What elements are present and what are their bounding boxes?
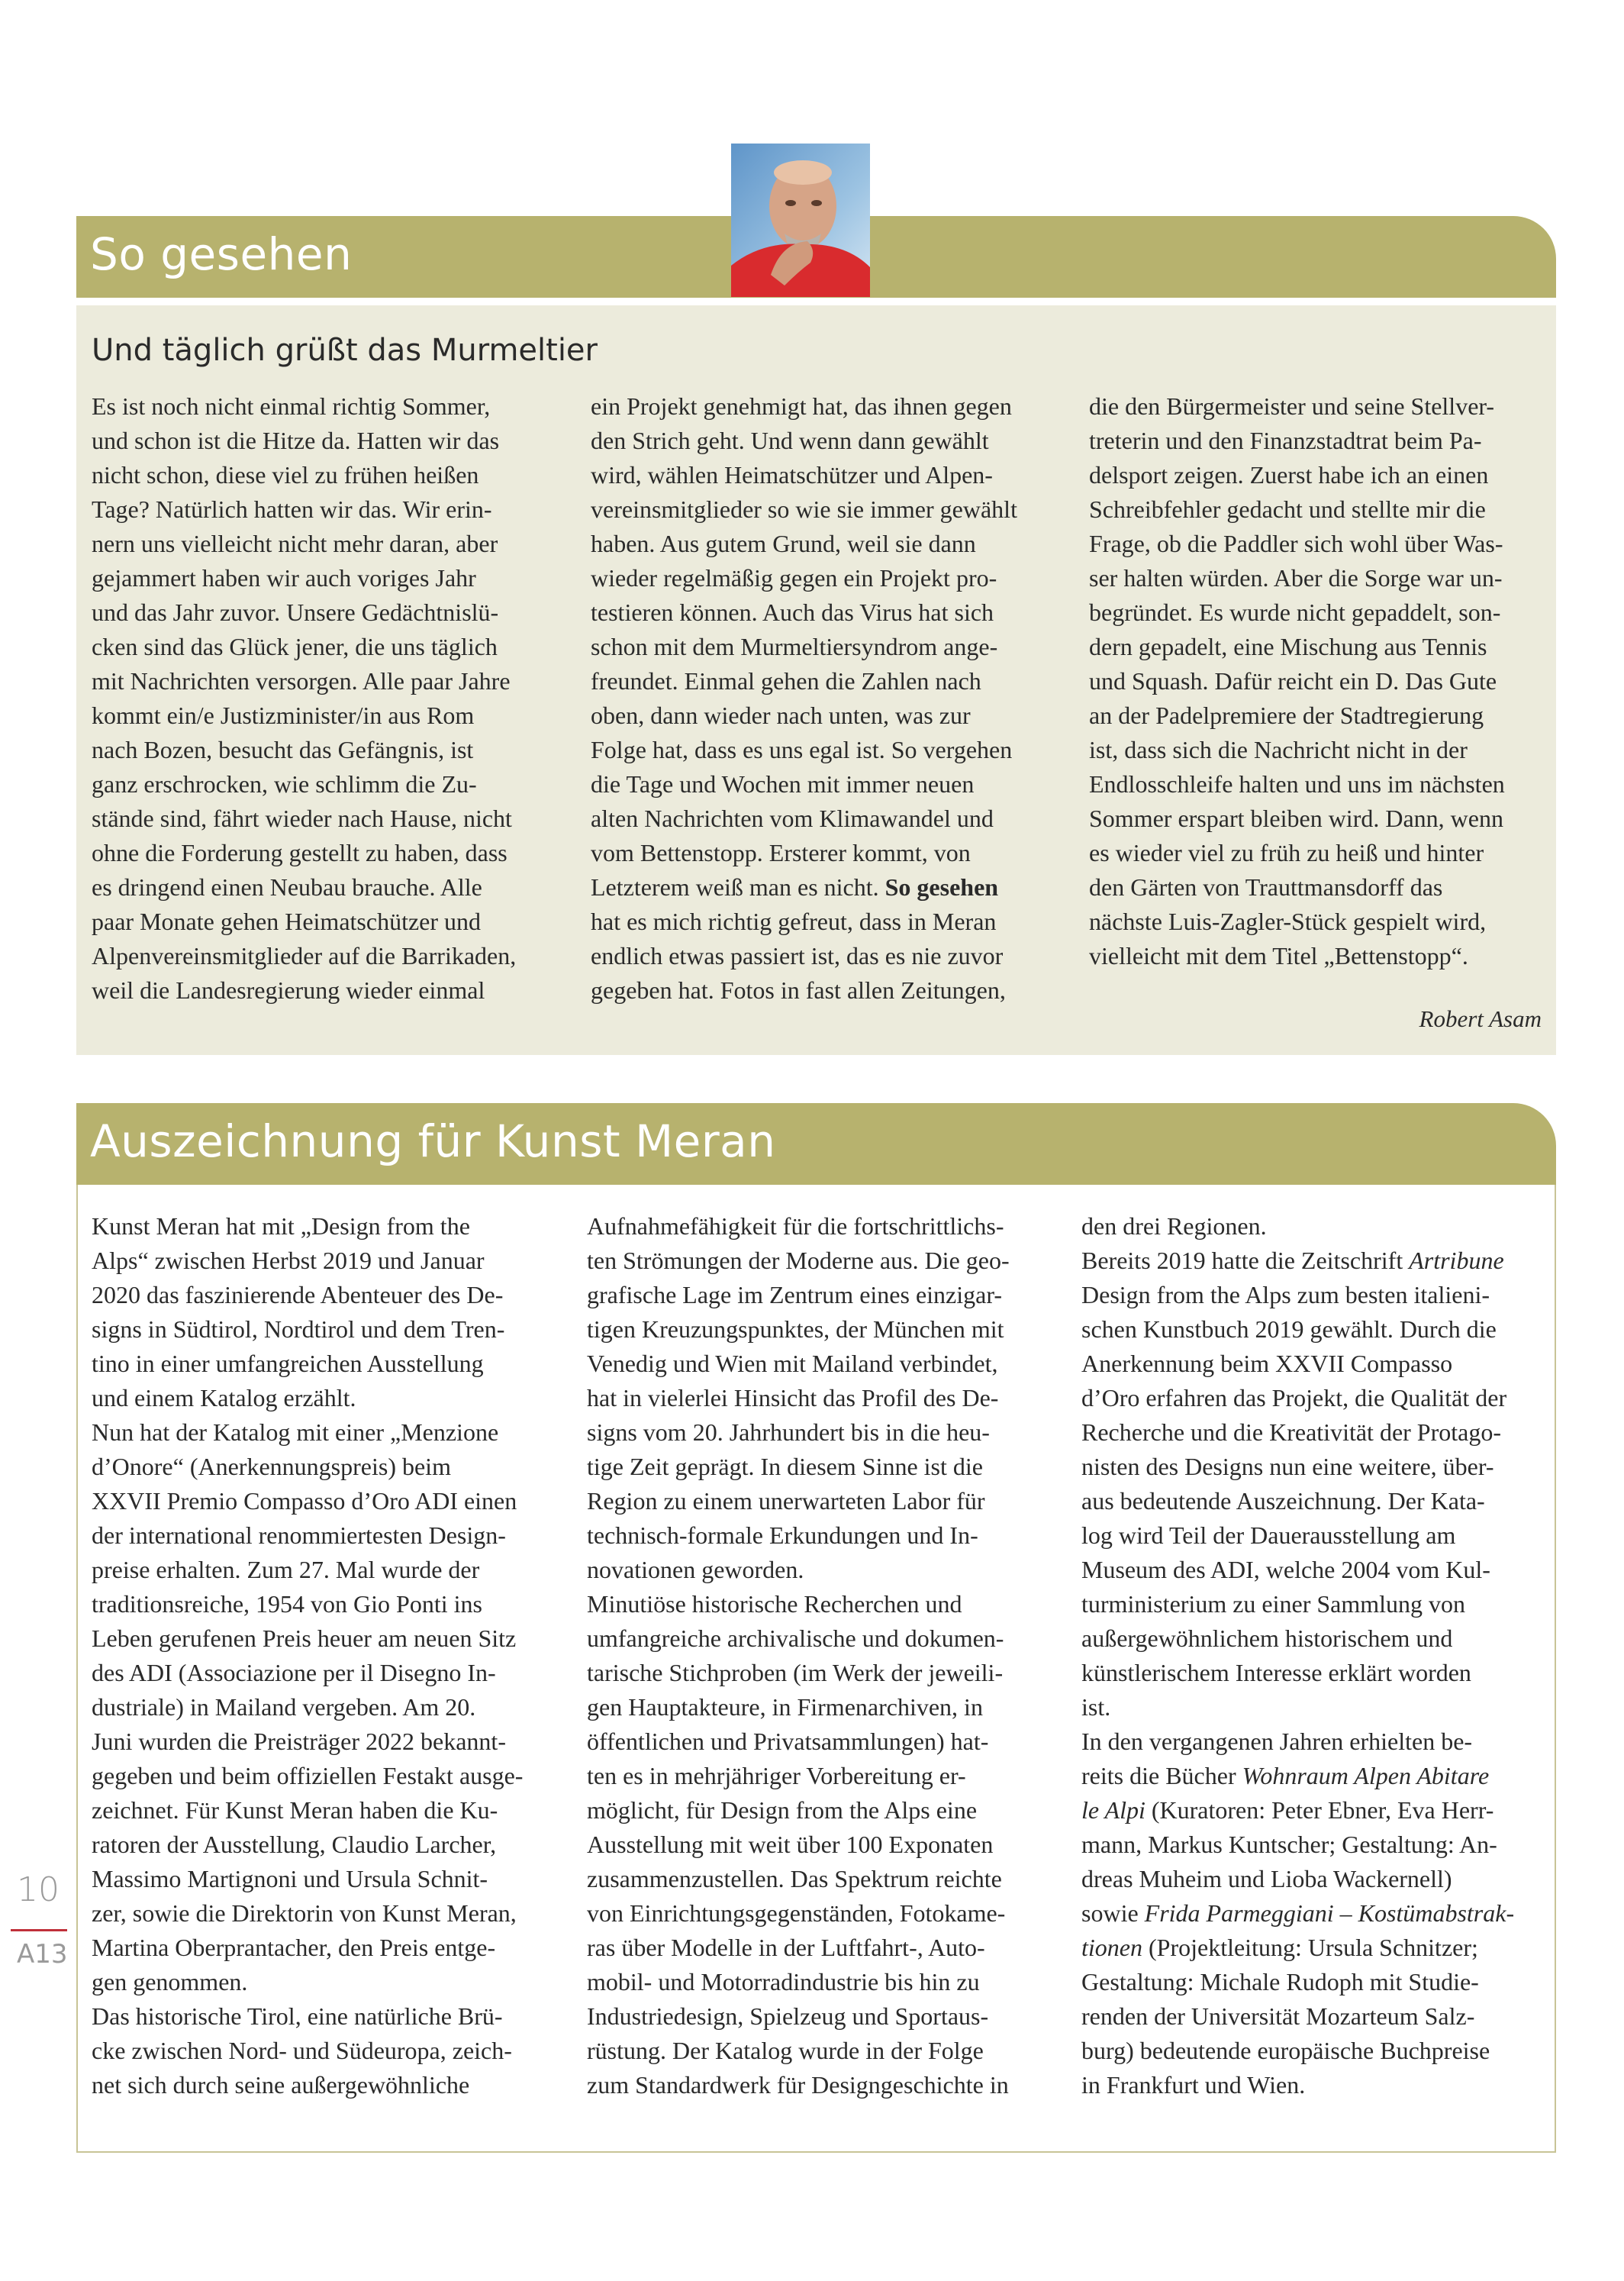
- article-column-1: Es ist noch nicht einmal richtig Sommer, und schon ist die Hitze da. Hatten wir das nicht schon, diese viel zu frühen heißen Tage? Natürlich hatten wir das. Wir erin- nern uns vielleicht nicht mehr daran, aber gejammert haben wir auch voriges Jahr und das Jahr zuvor. Unsere Gedächtnislü- cken sind das Glück jener, die uns täglich mit Nachrichten versorgen. Alle paar Jahre kommt ein/e Justizminister/in aus Rom nach Bozen, besucht das Gefängnis, ist ganz erschrocken, wie schlimm die Zu- stände sind, fährt wieder nach Hause, nicht ohne die Forderung gestellt zu haben, dass es dringend einen Neubau brauche. Alle paar Monate gehen Heimatschützer und Alpenvereinsmitglieder auf die Barrikaden, weil die Landesregierung wieder einmal: [92, 392, 517, 1004]
- page-number: 10: [17, 1870, 60, 1909]
- article-subtitle: Und täglich grüßt das Murmeltier: [92, 333, 598, 368]
- folio-code: A13: [17, 1939, 68, 1970]
- highlight-so-gesehen: So gesehen: [884, 873, 999, 901]
- section-title: So gesehen: [90, 228, 353, 280]
- article-column-2: [591, 389, 1068, 1008]
- author-name: Robert Asam: [1419, 1005, 1542, 1032]
- author-portrait: [731, 144, 870, 297]
- column-2-tail: hat es mich richtig gefreut, dass in Meran endlich etwas passiert ist, das es nie zuvor gegeben hat. Fotos in fast allen Zeitungen,: [591, 908, 1006, 1004]
- article-column-3: die den Bürgermeister und seine Stellver- treterin und den Finanzstadtrat beim Pa- delsport zeigen. Zuerst habe ich an einen Schreibfehler gedacht und stellte mir die Frage, ob die Paddler sich wohl über Was- ser halten würden. Aber die Sorge war un- begründet. Es wurde nicht gepaddelt, son- dern gepadelt, eine Mischung aus Tennis und Squash. Dafür reicht ein D. Das Gute an der Padelpremiere der Stadtregierung ist, dass sich die Nachricht nicht in der Endlosschleife halten und uns im nächsten Sommer erspart bleiben wird. Dann, wenn es wieder viel zu früh zu heiß und hinter den Gärten von Trauttmansdorff das nächste Luis-Zagler-Stück gespielt wird, vielleicht mit dem Titel „Bettenstopp“.: [1089, 392, 1505, 970]
- section-title: Auszeichnung für Kunst Meran: [90, 1115, 776, 1167]
- article-column-2: Aufnahmefähigkeit für die fortschrittlichs- ten Strömungen der Moderne aus. Die geo- grafische Lage im Zentrum eines einzigar- tigen Kreuzungspunktes, der München mit Venedig und Wien mit Mailand verbindet, hat in vielerlei Hinsicht das Profil des De- signs vom 20. Jahrhundert bis in die heu- tige Zeit geprägt. In diesem Sinne ist die Region zu einem unerwarteten Labor für technisch-formale Erkundungen und In- novationen geworden. Minutiöse historische Recherchen und umfangreiche archivalische und dokumen- tarische Stichproben (im Werk der jeweili- gen Hauptakteure, in Firmenarchiven, in öffentlichen und Privatsammlungen) hat- ten es in mehrjähriger Vorbereitung er- möglicht, für Design from the Alps eine Ausstellung mit weit über 100 Exponaten zusammenzustellen. Das Spektrum reichte von Einrichtungsgegenständen, Fotokame- ras über Modelle in der Luftfahrt-, Auto- mobil- und Motorradindustrie bis hin zu Industriedesign, Spielzeug und Sportaus- rüstung. Der Katalog wurde in der Folge zum Standardwerk für Designgeschichte in: [587, 1212, 1010, 2099]
- col3-text-1: den drei Regionen. Bereits 2019 hatte die Zeitschrift: [1081, 1212, 1403, 1274]
- col3-title-artribune: Artribune: [1409, 1247, 1504, 1274]
- section-header-auszeichnung: [76, 1103, 1556, 1185]
- article-column-3: [1081, 1209, 1558, 2102]
- col3-text-2: Design from the Alps zum besten italieni- schen Kunstbuch 2019 gewählt. Durch die Anerkennung beim XXVII Compasso d’Oro erfahren das Projekt, die Qualität der Recherche und die Kreativität der Protago- nisten des Designs nun eine weitere, über- aus bedeutende Auszeichnung. Der Kata- log wird Teil der Dauerausstellung am Museum des ADI, welche 2004 vom Kul- turministerium zu einer Sammlung von außergewöhnlichem historischem und künstlerischem Interesse erklärt worden ist. In den vergangenen Jahren erhielten be- reits die Bücher: [1081, 1281, 1507, 1789]
- col3-title-frida: Frida Parmeggiani – Kostümabstrak- tionen: [1081, 1899, 1515, 1961]
- column-2-text: ein Projekt genehmigt hat, das ihnen gegen den Strich geht. Und wenn dann gewählt wird, wählen Heimatschützer und Alpen- vereinsmitglieder so wie sie immer gewählt haben. Aus gutem Grund, weil sie dann wieder regelmäßig gegen ein Projekt pro- testieren können. Auch das Virus hat sich schon mit dem Murmeltiersyndrom ange- freundet. Einmal gehen die Zahlen nach oben, dann wieder nach unten, was zur Folge hat, dass es uns egal ist. So vergehen die Tage und Wochen mit immer neuen alten Nachrichten vom Klimawandel und vom Bettenstopp. Ersterer kommt, von Letzterem weiß man es nicht.: [591, 392, 1017, 901]
- col3-title-wohnraum: Wohnraum Alpen Abitare le Alpi: [1081, 1762, 1490, 1824]
- col3-text-4: (Projektleitung: Ursula Schnitzer; Gestaltung: Michale Rudoph mit Studie- renden der Universität Mozarteum Salz- burg) bedeutende europäische Buchpreise in Frankfurt und Wien.: [1081, 1934, 1490, 2099]
- col3-text-3: (Kuratoren: Peter Ebner, Eva Herr- mann, Markus Kuntscher; Gestaltung: An- dreas Muheim und Lioba Wackernell) sowie: [1081, 1796, 1497, 1927]
- folio-divider: [11, 1929, 67, 1931]
- article-column-1: Kunst Meran hat mit „Design from the Alps“ zwischen Herbst 2019 und Januar 2020 das faszinierende Abenteuer des De- signs in Südtirol, Nordtirol und dem Tren- tino in einer umfangreichen Ausstellung und einem Katalog erzählt. Nun hat der Katalog mit einer „Menzione d’Onore“ (Anerkennungspreis) beim XXVII Premio Compasso d’Oro ADI einen der international renommiertesten Design- preise erhalten. Zum 27. Mal wurde der traditionsreiche, 1954 von Gio Ponti ins Leben gerufenen Preis heuer am neuen Sitz des ADI (Associazione per il Disegno In- dustriale) in Mailand vergeben. Am 20. Juni wurden die Preisträger 2022 bekannt- gegeben und beim offiziellen Festakt ausge- zeichnet. Für Kunst Meran haben die Ku- ratoren der Ausstellung, Claudio Larcher, Massimo Martignoni und Ursula Schnit- zer, sowie die Direktorin von Kunst Meran, Martina Oberprantacher, den Preis entge- gen genommen. Das historische Tirol, eine natürliche Brü- cke zwischen Nord- und Südeuropa, zeich- net sich durch seine außergewöhnliche: [92, 1212, 524, 2099]
